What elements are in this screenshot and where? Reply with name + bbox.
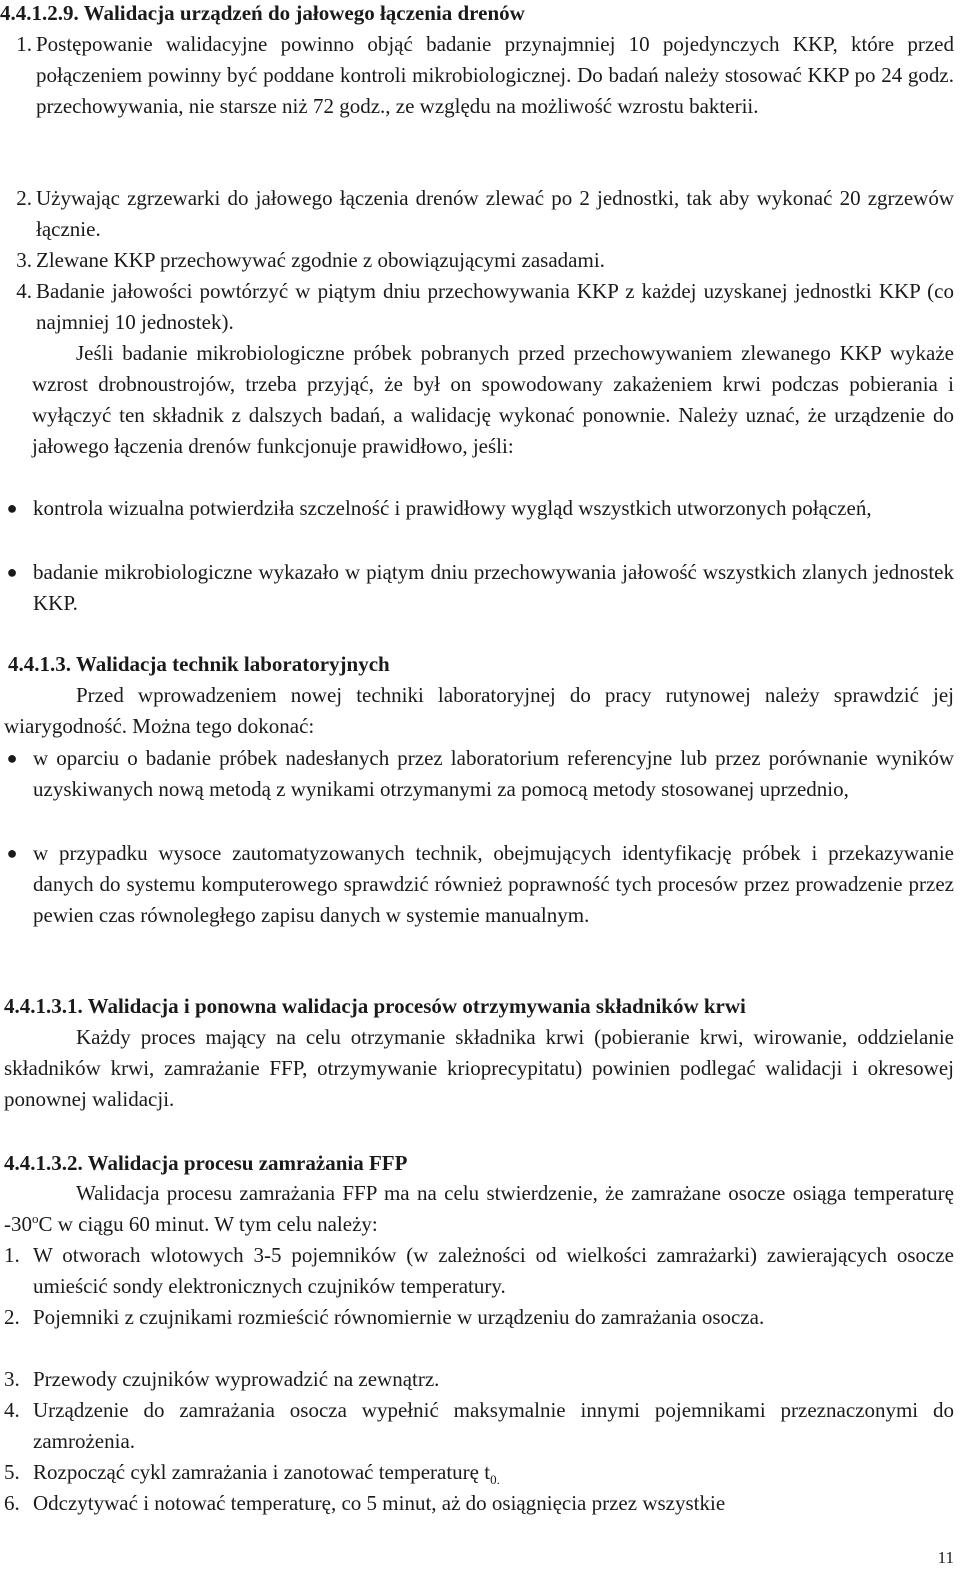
list-item — [4, 1302, 954, 1333]
list-number: 4. — [16, 279, 32, 303]
list-text: W otworach wlotowych 3-5 pojemników (w zależności od wielkości zamrażarki) zawierających osocze umieścić sondy elektronicznych czujników temperatury. — [33, 1243, 954, 1298]
list-item — [16, 183, 954, 245]
list-number: 2. — [16, 186, 32, 210]
bullet-text: w przypadku wysoce zautomatyzowanych technik, obejmujących identyfikację próbek i przekazywanie danych do systemu komputerowego sprawdzić również poprawność tych procesów przez prowadzenie przez pewien czas równoległego zapisu danych w systemie manualnym. — [33, 841, 954, 927]
list-number: 1. — [16, 32, 32, 56]
list-text: Używając zgrzewarki do jałowego łączenia drenów zlewać po 2 jednostki, tak aby wykonać 20 zgrzewów łącznie. — [36, 186, 954, 241]
bullet-icon: ● — [6, 562, 18, 582]
bullet-text: kontrola wizualna potwierdziła szczelność i prawidłowy wygląd wszystkich utworzonych połączeń, — [33, 496, 872, 520]
list-text: Pojemniki z czujnikami rozmieścić równomiernie w urządzeniu do zamrażania osocza. — [33, 1305, 765, 1329]
list-text: Rozpocząć cykl zamrażania i zanotować temperaturę t — [33, 1460, 491, 1484]
bullet-icon: ● — [6, 843, 18, 863]
list-text: Zlewane KKP przechowywać zgodnie z obowiązującymi zasadami. — [36, 248, 605, 272]
list-item — [4, 1488, 954, 1519]
bullet-text: badanie mikrobiologiczne wykazało w piątym dniu przechowywania jałowość wszystkich zlanych jednostek KKP. — [33, 560, 954, 615]
bullet-text: w oparciu o badanie próbek nadesłanych przez laboratorium referencyjne lub przez porównanie wyników uzyskiwanych nową metodą z wynikami otrzymanymi za pomocą metody stosowanej uprzednio, — [33, 746, 954, 801]
section-heading: 4.4.1.3. Walidacja technik laboratoryjnych — [8, 652, 390, 676]
subscript: 0. — [490, 1472, 500, 1488]
superscript: o — [32, 1211, 39, 1226]
bullet-icon: ● — [6, 498, 18, 518]
list-number: 5. — [4, 1460, 20, 1484]
list-item — [16, 29, 954, 122]
list-item — [16, 276, 954, 338]
list-text: Postępowanie walidacyjne powinno objąć badanie przynajmniej 10 pojedynczych KKP, które przed połączeniem powinny być poddane kontroli mikrobiologicznej. Do badań należy stosować KKP po 24 godz. przechowywania, nie starsze niż 72 godz., ze względu na możliwość wzrostu bakterii. — [36, 32, 954, 118]
list-number: 2. — [4, 1305, 20, 1329]
bullet-icon: ● — [6, 748, 18, 768]
list-text: Przewody czujników wyprowadzić na zewnątrz. — [33, 1367, 440, 1391]
paragraph-text: C w ciągu 60 minut. W tym celu należy: — [38, 1212, 378, 1236]
paragraph: Przed wprowadzeniem nowej techniki laboratoryjnej do pracy rutynowej należy sprawdzić jej wiarygodność. Można tego dokonać: — [4, 683, 954, 738]
list-item — [4, 1395, 954, 1457]
bullet-item — [6, 838, 954, 931]
list-item — [4, 1240, 954, 1302]
paragraph: Jeśli badanie mikrobiologiczne próbek pobranych przed przechowywaniem zlewanego KKP wykaże wzrost drobnoustrojów, trzeba przyjąć, że był on spowodowany zakażeniem krwi podczas pobierania i wyłączyć ten składnik z dalszych badań, a walidację wykonać ponownie. Należy uznać, że urządzenie do jałowego łączenia drenów funkcjonuje prawidłowo, jeśli: — [32, 341, 954, 458]
list-item — [4, 1457, 954, 1488]
list-text: Odczytywać i notować temperaturę, co 5 minut, aż do osiągnięcia przez wszystkie — [33, 1491, 726, 1515]
bullet-item — [6, 493, 954, 524]
list-item — [16, 245, 954, 276]
list-number: 3. — [16, 248, 32, 272]
paragraph — [4, 1178, 954, 1240]
bullet-item — [6, 743, 954, 805]
paragraph: Każdy proces mający na celu otrzymanie składnika krwi (pobieranie krwi, wirowanie, oddzielanie składników krwi, zamrażanie FFP, otrzymywanie krioprecypitatu) powinien podlegać walidacji i okresowej ponownej walidacji. — [4, 1025, 954, 1111]
list-item — [4, 1364, 954, 1395]
page-number: 11 — [937, 1548, 954, 1567]
list-number: 6. — [4, 1491, 20, 1515]
paragraph-text: Walidacja procesu zamrażania FFP ma na celu stwierdzenie, że zamrażane osocze osiąga temperaturę -30 — [4, 1181, 954, 1236]
list-number: 1. — [4, 1243, 20, 1267]
list-number: 3. — [4, 1367, 20, 1391]
list-number: 4. — [4, 1398, 20, 1422]
section-heading: 4.4.1.2.9. Walidacja urządzeń do jałowego łączenia drenów — [0, 1, 525, 25]
section-heading: 4.4.1.3.1. Walidacja i ponowna walidacja procesów otrzymywania składników krwi — [4, 994, 746, 1018]
list-text: Badanie jałowości powtórzyć w piątym dniu przechowywania KKP z każdej uzyskanej jednostki KKP (co najmniej 10 jednostek). — [36, 279, 954, 334]
section-heading: 4.4.1.3.2. Walidacja procesu zamrażania FFP — [4, 1151, 408, 1175]
bullet-item — [6, 557, 954, 619]
list-text: Urządzenie do zamrażania osocza wypełnić maksymalnie innymi pojemnikami przeznaczonymi do zamrożenia. — [33, 1398, 954, 1453]
